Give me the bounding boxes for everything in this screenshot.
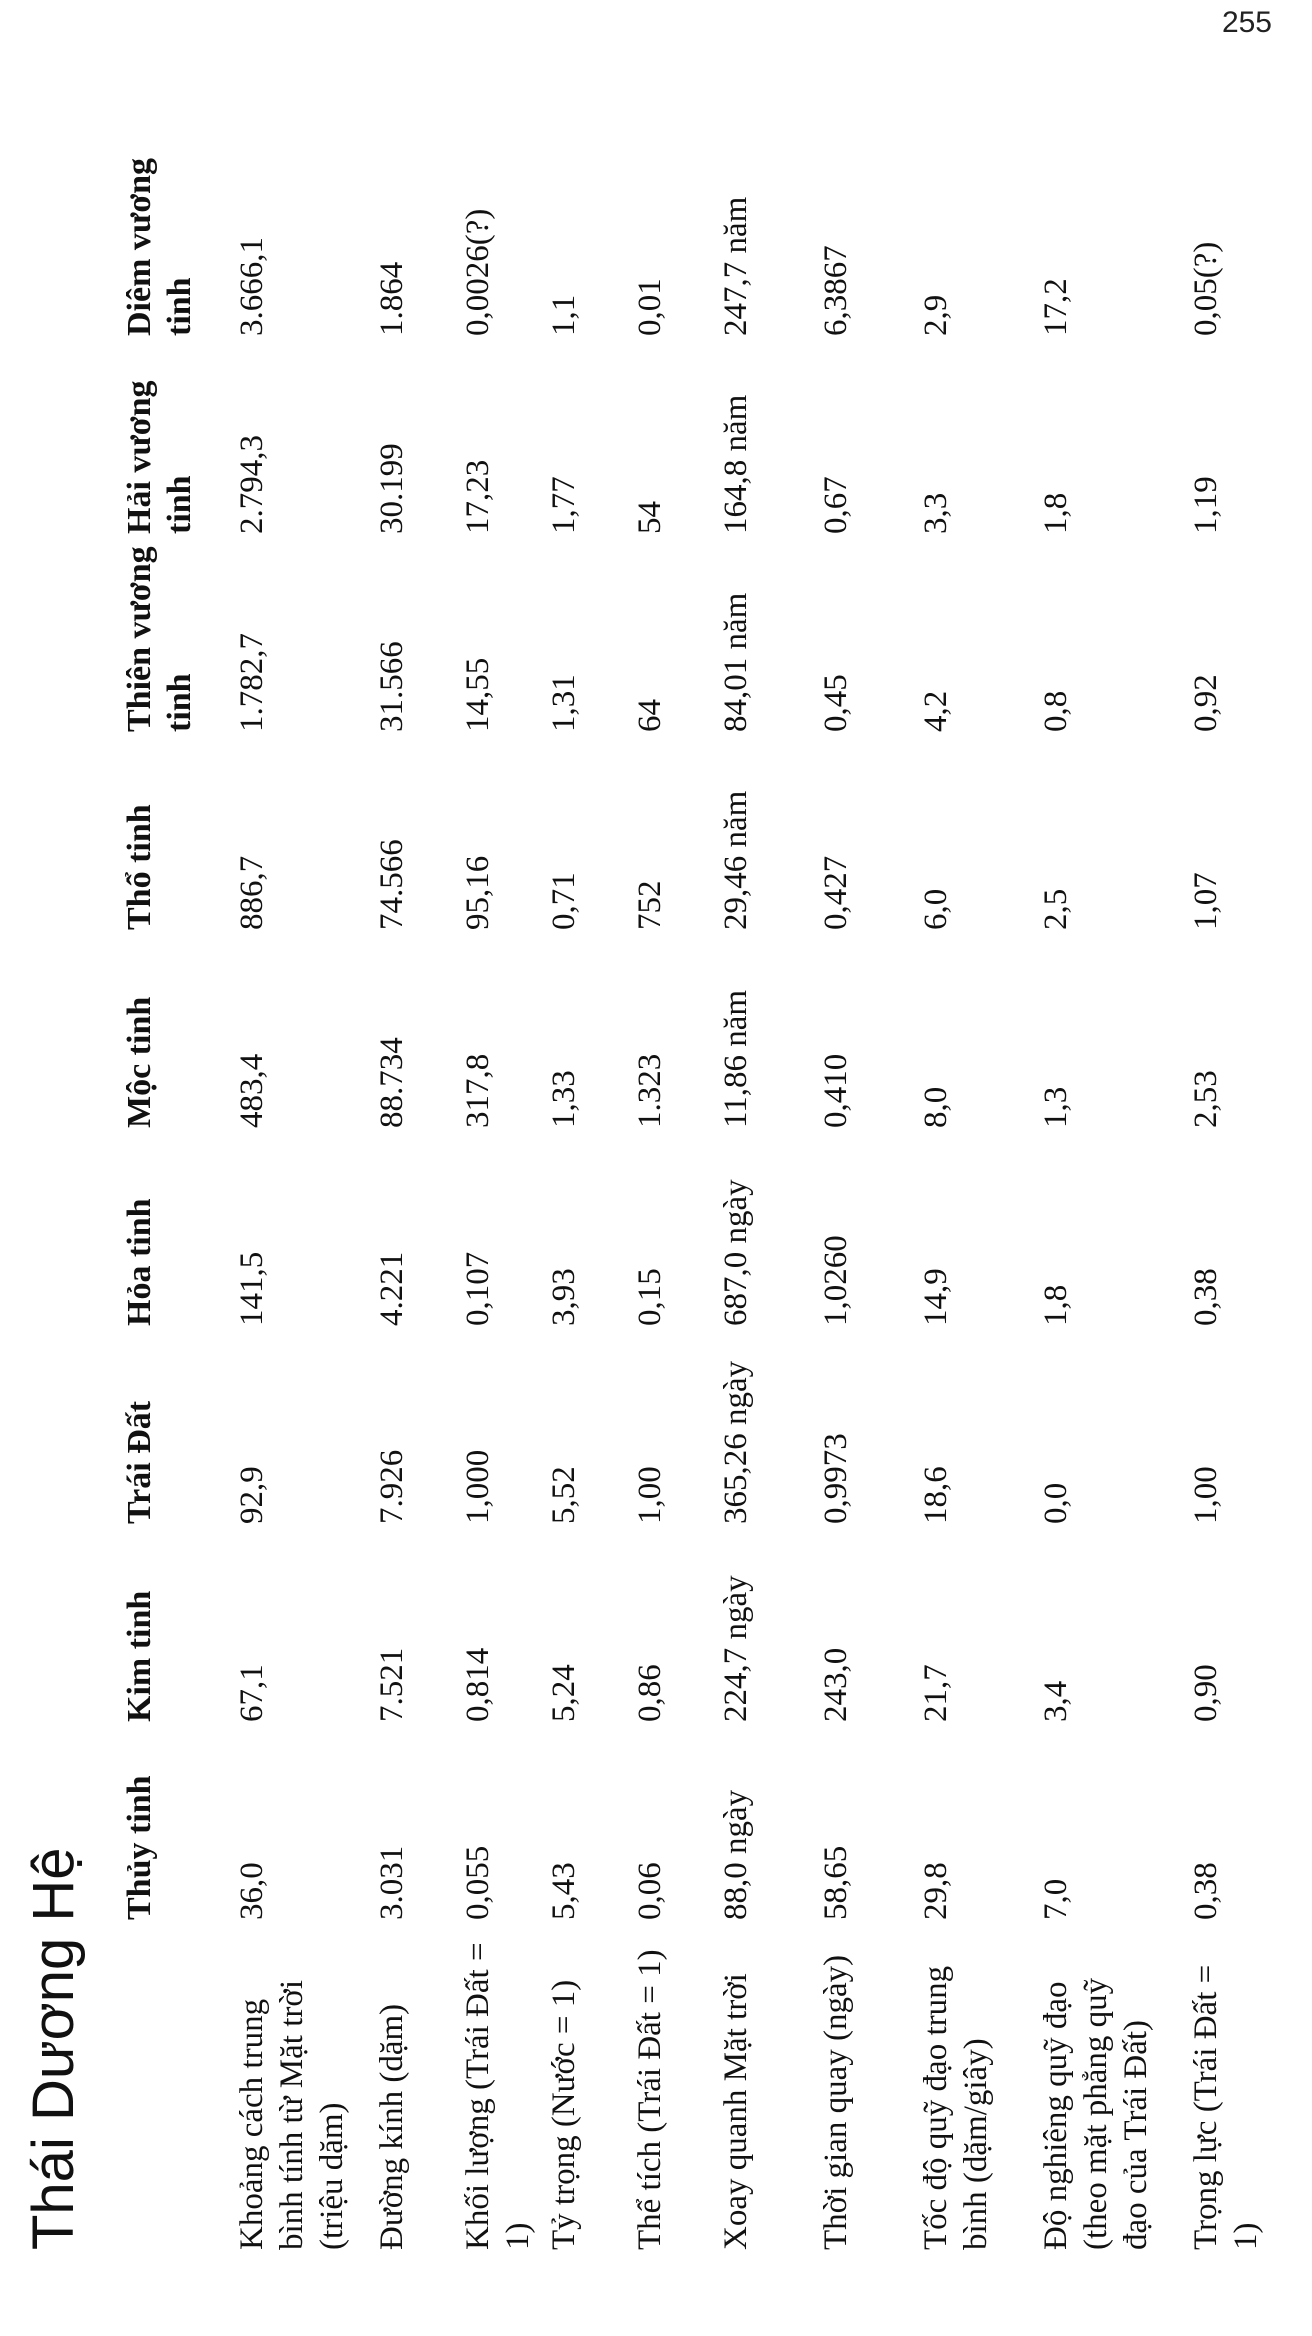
table-cell: 30.199 — [374, 443, 410, 534]
table-cell: 247,7 năm — [718, 196, 754, 336]
table-cell: 365,26 ngày — [718, 1360, 754, 1524]
table-cell: 6,3867 — [818, 245, 854, 336]
table-cell: 1,1 — [546, 294, 582, 336]
table-cell: 2,53 — [1188, 1070, 1224, 1128]
table-cell: 88,0 ngày — [718, 1789, 754, 1920]
table-cell: 21,7 — [918, 1664, 954, 1722]
table-cell: 0,01 — [632, 278, 668, 336]
table-cell: 1,00 — [1188, 1466, 1224, 1524]
table-cell: 687,0 ngày — [718, 1179, 754, 1326]
table-cell: 14,55 — [460, 657, 496, 732]
table-cell: 5,24 — [546, 1664, 582, 1722]
table-cell: 88.734 — [374, 1037, 410, 1128]
table-cell: 0,0026(?) — [460, 208, 496, 336]
table-cell: 29,8 — [918, 1862, 954, 1920]
table-cell: 3,93 — [546, 1268, 582, 1326]
page-header — [1222, 6, 1272, 40]
row-label: Đường kính (dặm) — [374, 2003, 410, 2250]
table-cell: 5,43 — [546, 1862, 582, 1920]
planet-data-table — [120, 138, 1286, 2250]
table-cell: 3,4 — [1038, 1680, 1074, 1722]
table-cell: 95,16 — [460, 855, 496, 930]
table-cell: 752 — [632, 880, 668, 930]
table-cell: 1,77 — [546, 476, 582, 534]
row-label: Khoảng cách trung bình tính từ Mặt trời (triệu dặm) — [234, 1980, 350, 2250]
table-cell: 36,0 — [234, 1862, 270, 1920]
table-cell: 7.926 — [374, 1449, 410, 1524]
table-cell: 0,9973 — [818, 1433, 854, 1524]
table-cell: 67,1 — [234, 1664, 270, 1722]
page-number: 255 — [1221, 6, 1272, 39]
row-label: Khối lượng (Trái Đất = 1) — [460, 1942, 536, 2250]
table-cell: 18,6 — [918, 1466, 954, 1524]
table-cell: 0,71 — [546, 872, 582, 930]
table-cell: 2,5 — [1038, 888, 1074, 930]
table-cell: 84,01 năm — [718, 592, 754, 732]
table-cell: 54 — [632, 501, 668, 534]
table-cell: 29,46 năm — [718, 790, 754, 930]
column-header: Thủy tinh — [121, 1775, 158, 1920]
column-header: Thổ tinh — [121, 804, 158, 930]
table-cell: 7,0 — [1038, 1878, 1074, 1920]
table-cell: 58,65 — [818, 1845, 854, 1920]
table-cell: 224,7 ngày — [718, 1575, 754, 1722]
table-cell: 0,427 — [818, 855, 854, 930]
table-cell: 0,67 — [818, 476, 854, 534]
column-header: Diêm vương tinh — [121, 157, 198, 336]
row-label: Thể tích (Trái Đất = 1) — [632, 1949, 668, 2250]
column-header: Kim tinh — [121, 1590, 158, 1722]
table-cell: 4.221 — [374, 1251, 410, 1326]
row-label: Xoay quanh Mặt trời — [718, 1973, 754, 2250]
table-cell: 6,0 — [918, 888, 954, 930]
table-cell: 0,92 — [1188, 674, 1224, 732]
table-cell: 7.521 — [374, 1647, 410, 1722]
table-cell: 3,3 — [918, 492, 954, 534]
table-cell: 4,2 — [918, 690, 954, 732]
row-label: Thời gian quay (ngày) — [818, 1954, 854, 2250]
table-cell: 0,8 — [1038, 690, 1074, 732]
table-cell: 74.566 — [374, 839, 410, 930]
table-cell: 2.794,3 — [234, 435, 270, 534]
table-cell: 0,107 — [460, 1251, 496, 1326]
row-label: Tỷ trọng (Nước = 1) — [546, 1979, 582, 2250]
table-cell: 0,38 — [1188, 1268, 1224, 1326]
column-header: Hỏa tinh — [121, 1198, 158, 1326]
table-cell: 0,90 — [1188, 1664, 1224, 1722]
table-cell: 1.864 — [374, 261, 410, 336]
table-corner — [120, 1920, 232, 2250]
table-cell: 1,8 — [1038, 1284, 1074, 1326]
table-cell: 164,8 năm — [718, 394, 754, 534]
column-header: Mộc tinh — [121, 996, 158, 1128]
table-cell: 0,06 — [632, 1862, 668, 1920]
table-cell: 64 — [632, 699, 668, 732]
table-cell: 1.323 — [632, 1053, 668, 1128]
table-cell: 0,86 — [632, 1664, 668, 1722]
row-label: Trọng lực (Trái Đất = 1) — [1188, 1964, 1264, 2250]
rotated-table-block — [20, 100, 1264, 2250]
table-cell: 141,5 — [234, 1251, 270, 1326]
table-cell: 886,7 — [234, 855, 270, 930]
column-header: Trái Đất — [121, 1400, 158, 1524]
page-title: Thái Dương Hệ — [21, 1847, 86, 2250]
table-cell: 243,0 — [818, 1647, 854, 1722]
table-cell: 1.782,7 — [234, 633, 270, 732]
table-cell: 1,000 — [460, 1449, 496, 1524]
table-cell: 1,07 — [1188, 872, 1224, 930]
table-cell: 11,86 năm — [718, 989, 754, 1128]
table-cell: 0,814 — [460, 1647, 496, 1722]
table-cell: 3.666,1 — [234, 237, 270, 336]
table-cell: 317,8 — [460, 1053, 496, 1128]
table-cell: 14,9 — [918, 1268, 954, 1326]
table-cell: 0,38 — [1188, 1862, 1224, 1920]
row-label: Tốc độ quỹ đạo trung bình (dặm/giây) — [918, 1965, 994, 2250]
table-cell: 92,9 — [234, 1466, 270, 1524]
table-cell: 1,33 — [546, 1070, 582, 1128]
table-cell: 2,9 — [918, 294, 954, 336]
table-cell: 0,0 — [1038, 1482, 1074, 1524]
table-cell: 1,8 — [1038, 492, 1074, 534]
table-cell: 1,31 — [546, 674, 582, 732]
table-cell: 0,15 — [632, 1268, 668, 1326]
table-cell: 17,23 — [460, 459, 496, 534]
table-cell: 483,4 — [234, 1053, 270, 1128]
column-header: Hải vương tinh — [121, 380, 198, 534]
table-cell: 8,0 — [918, 1086, 954, 1128]
table-cell: 1,00 — [632, 1466, 668, 1524]
table-cell: 1,0260 — [818, 1235, 854, 1326]
table-cell: 0,055 — [460, 1845, 496, 1920]
column-header: Thiên vương tinh — [121, 546, 198, 732]
table-cell: 3.031 — [374, 1845, 410, 1920]
table-cell: 0,45 — [818, 674, 854, 732]
table-cell: 17,2 — [1038, 278, 1074, 336]
table-cell: 0,05(?) — [1188, 241, 1224, 336]
table-cell: 31.566 — [374, 641, 410, 732]
table-cell: 5,52 — [546, 1466, 582, 1524]
table-cell: 0,410 — [818, 1053, 854, 1128]
row-label: Độ nghiêng quỹ đạo (theo mặt phẳng quỹ đạo của Trái Đất) — [1038, 1977, 1154, 2250]
table-cell: 1,3 — [1038, 1086, 1074, 1128]
table-cell: 1,19 — [1188, 476, 1224, 534]
